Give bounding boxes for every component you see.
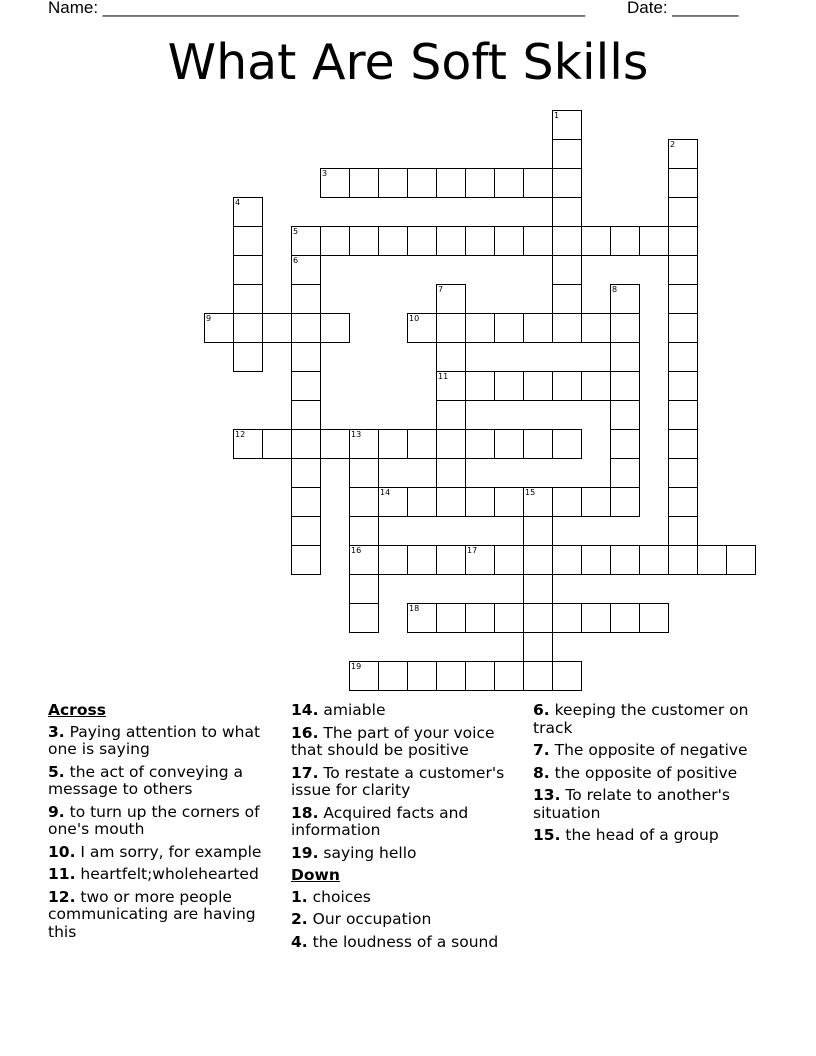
grid-cell[interactable] [494,661,524,691]
clue-text: I am sorry, for example [75,842,262,861]
down-heading: Down [291,866,340,884]
cell-number: 6 [293,256,299,265]
grid-cell[interactable] [523,574,553,604]
cell-number: 7 [438,285,444,294]
clue-number: 17. [291,763,319,782]
grid-cell[interactable] [349,429,379,459]
grid-cell[interactable] [436,603,466,633]
grid-cell[interactable] [436,545,466,575]
grid-cell[interactable] [291,400,321,430]
down-clue [291,889,527,907]
grid-cell[interactable] [407,487,437,517]
grid-cell[interactable] [349,516,379,546]
grid-cell[interactable] [436,284,466,314]
grid-cell[interactable] [291,342,321,372]
clue-number: 12. [48,887,76,906]
clue-text: keeping the customer on track [533,701,749,737]
grid-cell[interactable] [291,516,321,546]
clue-text: choices [307,887,371,906]
grid-cell[interactable] [610,284,640,314]
grid-cell[interactable] [639,603,669,633]
grid-cell[interactable] [465,371,495,401]
grid-cell[interactable] [465,429,495,459]
grid-cell[interactable] [349,661,379,691]
date-field-label[interactable]: Date: _______ [627,0,739,17]
grid-cell[interactable] [639,226,669,256]
grid-cell[interactable] [465,168,495,198]
grid-cell[interactable] [465,603,495,633]
down-clue [291,911,527,929]
grid-cell[interactable] [639,545,669,575]
grid-cell[interactable] [668,400,698,430]
grid-cell[interactable] [668,487,698,517]
cell-number: 15 [525,488,536,497]
grid-cell[interactable] [349,168,379,198]
grid-cell[interactable] [233,342,263,372]
grid-cell[interactable] [349,545,379,575]
grid-cell[interactable] [523,487,553,517]
clue-number: 8. [533,763,550,782]
grid-cell[interactable] [668,313,698,343]
down-clue [291,934,527,952]
across-clue [291,845,527,863]
cell-number: 8 [612,285,618,294]
grid-cell[interactable] [465,545,495,575]
clue-text: two or more people communicating are having this [48,887,256,941]
cell-number: 19 [351,662,362,671]
grid-cell[interactable] [378,487,408,517]
clue-number: 5. [48,762,65,781]
down-clue [533,827,769,845]
grid-cell[interactable] [552,255,582,285]
clue-number: 9. [48,802,65,821]
grid-cell[interactable] [407,661,437,691]
grid-cell[interactable] [494,487,524,517]
clue-text: heartfelt;wholehearted [75,865,259,883]
grid-cell[interactable] [581,603,611,633]
grid-cell[interactable] [552,661,582,691]
down-clue [533,702,769,737]
clue-text: the loudness of a sound [307,932,499,951]
grid-cell[interactable] [465,487,495,517]
across-clue [48,844,284,862]
cell-number: 16 [351,546,362,555]
clue-number: 3. [48,722,65,741]
grid-cell[interactable] [436,487,466,517]
clue-text: Acquired facts and information [291,803,469,839]
grid-cell[interactable] [494,371,524,401]
grid-cell[interactable] [494,429,524,459]
cell-number: 1 [554,111,560,120]
grid-cell[interactable] [668,545,698,575]
grid-cell[interactable] [291,487,321,517]
grid-cell[interactable] [668,342,698,372]
grid-cell[interactable] [494,313,524,343]
grid-cell[interactable] [291,255,321,285]
grid-cell[interactable] [436,371,466,401]
clue-number: 13. [533,786,561,804]
grid-cell[interactable] [610,458,640,488]
grid-cell[interactable] [610,429,640,459]
grid-cell[interactable] [610,313,640,343]
grid-cell[interactable] [668,139,698,169]
grid-cell[interactable] [378,429,408,459]
grid-cell[interactable] [581,371,611,401]
grid-cell[interactable] [668,168,698,198]
clue-text: the head of a group [560,826,719,844]
grid-cell[interactable] [436,226,466,256]
grid-cell[interactable] [436,458,466,488]
grid-cell[interactable] [320,429,350,459]
clue-text: Paying attention to what one is saying [48,722,261,758]
cell-number: 17 [467,546,478,555]
across-clue [48,724,284,759]
grid-cell[interactable] [378,226,408,256]
grid-cell[interactable] [407,429,437,459]
name-field-label[interactable]: Name: ___________________________________________________ [48,0,585,17]
grid-cell[interactable] [523,313,553,343]
across-clue [48,804,284,839]
across-clue [291,805,527,840]
grid-cell[interactable] [378,545,408,575]
grid-cell[interactable] [552,110,582,140]
clue-number: 18. [291,803,319,822]
grid-cell[interactable] [668,516,698,546]
cell-number: 5 [293,227,299,236]
clues-column-1 [48,702,284,946]
grid-cell[interactable] [378,661,408,691]
grid-cell[interactable] [610,487,640,517]
grid-cell[interactable] [552,139,582,169]
across-clue [291,765,527,800]
clue-number: 7. [533,741,550,759]
grid-cell[interactable] [523,603,553,633]
grid-cell[interactable] [349,458,379,488]
grid-cell[interactable] [523,545,553,575]
grid-cell[interactable] [581,226,611,256]
down-clue [533,787,769,822]
clue-number: 4. [291,932,308,951]
grid-cell[interactable] [610,400,640,430]
grid-cell[interactable] [349,487,379,517]
grid-cell[interactable] [436,342,466,372]
grid-cell[interactable] [668,284,698,314]
grid-cell[interactable] [407,168,437,198]
grid-cell[interactable] [552,371,582,401]
grid-cell[interactable] [668,226,698,256]
grid-cell[interactable] [233,255,263,285]
grid-cell[interactable] [407,226,437,256]
grid-cell[interactable] [494,545,524,575]
grid-cell[interactable] [552,603,582,633]
grid-cell[interactable] [581,545,611,575]
grid-cell[interactable] [668,458,698,488]
grid-cell[interactable] [407,545,437,575]
clue-text: saying hello [318,843,417,862]
across-clue [48,889,284,942]
grid-cell[interactable] [291,313,321,343]
clue-number: 19. [291,843,319,862]
grid-cell[interactable] [610,603,640,633]
grid-cell[interactable] [726,545,756,575]
grid-cell[interactable] [233,313,263,343]
grid-cell[interactable] [610,545,640,575]
grid-cell[interactable] [465,226,495,256]
grid-cell[interactable] [291,458,321,488]
grid-cell[interactable] [610,371,640,401]
grid-cell[interactable] [320,226,350,256]
grid-cell[interactable] [233,284,263,314]
across-clue [48,866,284,884]
clues-column-2 [291,702,527,956]
clue-number: 1. [291,887,308,906]
grid-cell[interactable] [465,661,495,691]
grid-cell[interactable] [378,168,408,198]
clue-number: 2. [291,910,308,928]
grid-cell[interactable] [291,371,321,401]
grid-cell[interactable] [697,545,727,575]
grid-cell[interactable] [436,400,466,430]
grid-cell[interactable] [668,255,698,285]
grid-cell[interactable] [552,168,582,198]
grid-cell[interactable] [668,371,698,401]
grid-cell[interactable] [668,429,698,459]
grid-cell[interactable] [320,313,350,343]
cell-number: 10 [409,314,420,323]
cell-number: 2 [670,140,676,149]
grid-cell[interactable] [320,168,350,198]
grid-cell[interactable] [262,429,292,459]
grid-cell[interactable] [552,313,582,343]
cell-number: 18 [409,604,420,613]
clue-text: To restate a customer's issue for clarity [291,763,505,799]
clue-text: Our occupation [307,910,432,928]
clue-text: the opposite of positive [549,763,738,782]
grid-cell[interactable] [233,429,263,459]
clue-text: the act of conveying a message to others [48,762,243,798]
down-clue [533,742,769,760]
grid-cell[interactable] [436,313,466,343]
grid-cell[interactable] [581,487,611,517]
grid-cell[interactable] [668,197,698,227]
grid-cell[interactable] [494,168,524,198]
grid-cell[interactable] [233,197,263,227]
grid-cell[interactable] [552,545,582,575]
grid-cell[interactable] [291,429,321,459]
down-clue [533,765,769,783]
clue-number: 6. [533,701,550,719]
grid-cell[interactable] [552,429,582,459]
grid-cell[interactable] [523,429,553,459]
grid-cell[interactable] [552,487,582,517]
across-clue [291,702,527,720]
grid-cell[interactable] [610,226,640,256]
cell-number: 12 [235,430,246,439]
grid-cell[interactable] [523,516,553,546]
clue-number: 10. [48,842,76,861]
grid-cell[interactable] [552,226,582,256]
clue-text: amiable [318,701,386,719]
grid-cell[interactable] [233,226,263,256]
clue-number: 16. [291,723,319,742]
grid-cell[interactable] [494,603,524,633]
grid-cell[interactable] [552,197,582,227]
clue-number: 14. [291,701,319,719]
cell-number: 3 [322,169,328,178]
grid-cell[interactable] [204,313,234,343]
grid-cell[interactable] [552,284,582,314]
clues-column-3 [533,702,769,850]
grid-cell[interactable] [610,342,640,372]
across-clue [291,725,527,760]
page-title: What Are Soft Skills [167,34,649,91]
grid-cell[interactable] [523,661,553,691]
across-clue [48,764,284,799]
grid-cell[interactable] [436,429,466,459]
grid-cell[interactable] [349,226,379,256]
grid-cell[interactable] [523,226,553,256]
cell-number: 9 [206,314,212,323]
clue-number: 11. [48,865,76,883]
grid-cell[interactable] [465,313,495,343]
grid-cell[interactable] [581,313,611,343]
across-heading: Across [48,701,106,719]
grid-cell[interactable] [523,371,553,401]
grid-cell[interactable] [262,313,292,343]
cell-number: 14 [380,488,391,497]
grid-cell[interactable] [291,226,321,256]
clue-text: The opposite of negative [549,741,748,759]
grid-cell[interactable] [407,603,437,633]
clue-text: The part of your voice that should be positive [291,723,495,759]
clue-text: to turn up the corners of one's mouth [48,802,260,838]
grid-cell[interactable] [523,632,553,662]
grid-cell[interactable] [407,313,437,343]
grid-cell[interactable] [494,226,524,256]
grid-cell[interactable] [436,168,466,198]
grid-cell[interactable] [291,284,321,314]
grid-cell[interactable] [349,574,379,604]
cell-number: 11 [438,372,449,381]
grid-cell[interactable] [436,661,466,691]
grid-cell[interactable] [349,603,379,633]
grid-cell[interactable] [523,168,553,198]
clue-number: 15. [533,826,561,844]
cell-number: 4 [235,198,241,207]
grid-cell[interactable] [291,545,321,575]
clue-text: To relate to another's situation [533,786,730,822]
cell-number: 13 [351,430,362,439]
